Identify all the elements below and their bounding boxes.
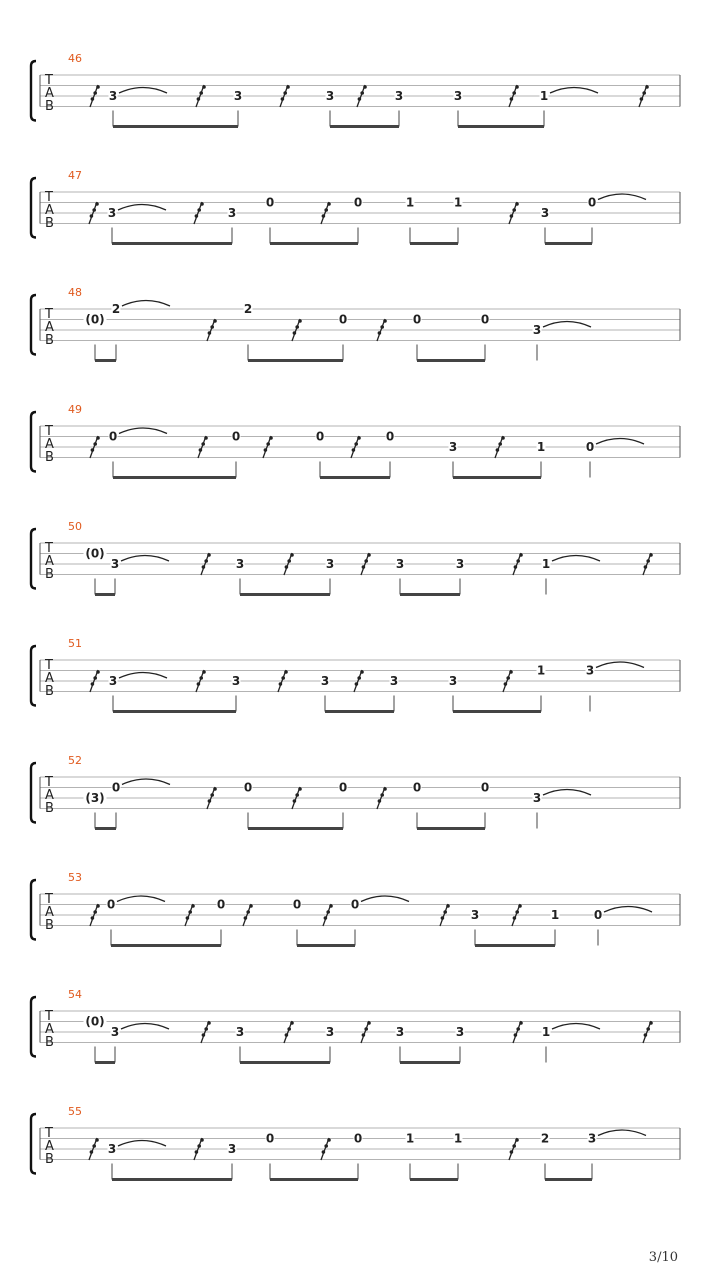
tie-arc bbox=[550, 88, 598, 94]
fret-number: 3 bbox=[110, 1025, 120, 1039]
fret-number: 0 bbox=[412, 312, 422, 327]
measure-number: 49 bbox=[68, 403, 82, 416]
fret-number: 1 bbox=[453, 195, 463, 210]
tab-letter: A bbox=[45, 671, 54, 686]
fret-number: 3 bbox=[235, 1025, 245, 1039]
fret-number: 3 bbox=[231, 674, 241, 688]
tab-letter: A bbox=[45, 320, 54, 335]
measure-number: 54 bbox=[68, 988, 82, 1001]
fret-number: 3 bbox=[107, 206, 117, 220]
measure-number: 46 bbox=[68, 52, 82, 65]
fret-number: (3) bbox=[85, 791, 105, 805]
fret-number: 3 bbox=[235, 557, 245, 571]
fret-number: 3 bbox=[453, 89, 463, 103]
fret-number: 3 bbox=[455, 557, 465, 571]
tab-letter: T bbox=[45, 424, 53, 439]
measure-number: 47 bbox=[68, 169, 82, 182]
fret-number: 1 bbox=[453, 1131, 463, 1146]
fret-number: 3 bbox=[394, 89, 404, 103]
fret-number: (0) bbox=[85, 546, 105, 561]
tab-letter: B bbox=[45, 216, 54, 231]
fret-number: 3 bbox=[585, 663, 595, 678]
fret-number: 3 bbox=[325, 557, 335, 571]
tie-arc bbox=[121, 556, 169, 562]
tab-system bbox=[31, 286, 680, 361]
tie-arc bbox=[596, 662, 644, 668]
tab-letter: B bbox=[45, 450, 54, 465]
tie-arc bbox=[604, 907, 652, 913]
tab-system bbox=[31, 52, 680, 127]
tie-arc bbox=[118, 205, 166, 211]
tab-letter: T bbox=[45, 658, 53, 673]
fret-number: 3 bbox=[470, 908, 480, 922]
tab-system bbox=[31, 403, 680, 478]
system-bracket bbox=[31, 529, 36, 589]
tab-system bbox=[31, 637, 680, 712]
system-bracket bbox=[31, 763, 36, 823]
tab-letter: T bbox=[45, 307, 53, 322]
fret-number: 0 bbox=[338, 312, 348, 327]
tab-letter: T bbox=[45, 190, 53, 205]
system-bracket bbox=[31, 295, 36, 355]
tab-letter: T bbox=[45, 775, 53, 790]
fret-number: 0 bbox=[385, 429, 395, 444]
tab-letter: A bbox=[45, 905, 54, 920]
fret-number: 1 bbox=[536, 440, 546, 454]
fret-number: (0) bbox=[85, 1014, 105, 1029]
tab-letter: B bbox=[45, 918, 54, 933]
fret-number: 2 bbox=[243, 302, 253, 316]
fret-number: 2 bbox=[111, 302, 121, 316]
fret-number: 0 bbox=[480, 780, 490, 795]
system-bracket bbox=[31, 178, 36, 238]
fret-number: 3 bbox=[107, 1142, 117, 1156]
tab-letter: T bbox=[45, 541, 53, 556]
fret-number: 3 bbox=[325, 1025, 335, 1039]
tie-arc bbox=[122, 779, 170, 785]
tab-letter: A bbox=[45, 788, 54, 803]
tie-arc bbox=[119, 88, 167, 94]
tie-arc bbox=[552, 556, 600, 562]
fret-number: 3 bbox=[108, 89, 118, 103]
fret-number: 0 bbox=[106, 897, 116, 912]
tie-arc bbox=[122, 301, 170, 307]
fret-number: 0 bbox=[587, 195, 597, 210]
fret-number: 0 bbox=[412, 780, 422, 795]
tab-letter: B bbox=[45, 567, 54, 582]
tie-arc bbox=[543, 790, 591, 796]
tab-letter: T bbox=[45, 1126, 53, 1141]
tab-letter: A bbox=[45, 437, 54, 452]
tab-letter: T bbox=[45, 1009, 53, 1024]
fret-number: 2 bbox=[540, 1131, 550, 1146]
tie-arc bbox=[117, 896, 165, 902]
measure-number: 52 bbox=[68, 754, 82, 767]
system-bracket bbox=[31, 997, 36, 1057]
system-bracket bbox=[31, 61, 36, 121]
tab-system bbox=[31, 520, 680, 595]
measure-number: 48 bbox=[68, 286, 82, 299]
tie-arc bbox=[543, 322, 591, 328]
tab-letter: A bbox=[45, 554, 54, 569]
fret-number: 3 bbox=[395, 557, 405, 571]
fret-number: 0 bbox=[350, 897, 360, 912]
fret-number: 0 bbox=[265, 1131, 275, 1146]
page-number: 3/10 bbox=[648, 1250, 678, 1265]
measure-number: 55 bbox=[68, 1105, 82, 1118]
fret-number: 3 bbox=[320, 674, 330, 688]
tab-letter: B bbox=[45, 1035, 54, 1050]
tab-system bbox=[31, 169, 680, 244]
fret-number: 0 bbox=[353, 1131, 363, 1146]
system-bracket bbox=[31, 880, 36, 940]
fret-number: 3 bbox=[227, 206, 237, 220]
fret-number: 0 bbox=[265, 195, 275, 210]
fret-number: 0 bbox=[111, 780, 121, 795]
tab-system bbox=[31, 988, 680, 1063]
tab-letter: A bbox=[45, 1139, 54, 1154]
fret-number: 1 bbox=[536, 663, 546, 678]
fret-number: 3 bbox=[110, 557, 120, 571]
fret-number: 3 bbox=[455, 1025, 465, 1039]
fret-number: 3 bbox=[532, 323, 542, 337]
fret-number: 1 bbox=[539, 89, 549, 103]
measure-number: 50 bbox=[68, 520, 82, 533]
tie-arc bbox=[598, 1130, 646, 1136]
fret-number: 3 bbox=[448, 674, 458, 688]
fret-number: 3 bbox=[532, 791, 542, 805]
tie-arc bbox=[552, 1024, 600, 1030]
tie-arc bbox=[121, 1024, 169, 1030]
tab-letter: B bbox=[45, 684, 54, 699]
system-bracket bbox=[31, 1114, 36, 1174]
fret-number: 0 bbox=[338, 780, 348, 795]
fret-number: 0 bbox=[585, 440, 595, 454]
tie-arc bbox=[119, 673, 167, 679]
tab-system bbox=[31, 754, 680, 829]
tab-letter: A bbox=[45, 1022, 54, 1037]
fret-number: 0 bbox=[315, 429, 325, 444]
fret-number: 0 bbox=[593, 908, 603, 922]
tie-arc bbox=[361, 896, 409, 902]
tab-system bbox=[31, 1105, 680, 1180]
fret-number: 0 bbox=[216, 897, 226, 912]
fret-number: 1 bbox=[405, 1131, 415, 1146]
tab-letter: T bbox=[45, 73, 53, 88]
fret-number: 0 bbox=[353, 195, 363, 210]
tie-arc bbox=[596, 439, 644, 445]
fret-number: 3 bbox=[540, 206, 550, 220]
fret-number: 3 bbox=[233, 89, 243, 103]
system-bracket bbox=[31, 412, 36, 472]
fret-number: 0 bbox=[108, 429, 118, 444]
fret-number: 0 bbox=[243, 780, 253, 795]
tie-arc bbox=[118, 1141, 166, 1147]
fret-number: 3 bbox=[448, 440, 458, 454]
fret-number: 0 bbox=[480, 312, 490, 327]
fret-number: (0) bbox=[85, 312, 105, 327]
fret-number: 3 bbox=[325, 89, 335, 103]
tab-letter: B bbox=[45, 333, 54, 348]
measure-number: 53 bbox=[68, 871, 82, 884]
tab-letter: B bbox=[45, 801, 54, 816]
fret-number: 3 bbox=[108, 674, 118, 688]
tie-arc bbox=[119, 428, 167, 434]
tab-letter: A bbox=[45, 86, 54, 101]
fret-number: 1 bbox=[541, 1025, 551, 1039]
tab-system bbox=[31, 871, 680, 946]
tab-letter: B bbox=[45, 1152, 54, 1167]
tie-arc bbox=[598, 194, 646, 200]
fret-number: 3 bbox=[587, 1131, 597, 1146]
tab-letter: B bbox=[45, 99, 54, 114]
fret-number: 0 bbox=[292, 897, 302, 912]
system-bracket bbox=[31, 646, 36, 706]
fret-number: 0 bbox=[231, 429, 241, 444]
fret-number: 1 bbox=[541, 557, 551, 571]
measure-number: 51 bbox=[68, 637, 82, 650]
fret-number: 3 bbox=[389, 674, 399, 688]
fret-number: 3 bbox=[227, 1142, 237, 1156]
fret-number: 1 bbox=[405, 195, 415, 210]
fret-number: 3 bbox=[395, 1025, 405, 1039]
fret-number: 1 bbox=[550, 908, 560, 922]
tab-letter: T bbox=[45, 892, 53, 907]
tab-letter: A bbox=[45, 203, 54, 218]
